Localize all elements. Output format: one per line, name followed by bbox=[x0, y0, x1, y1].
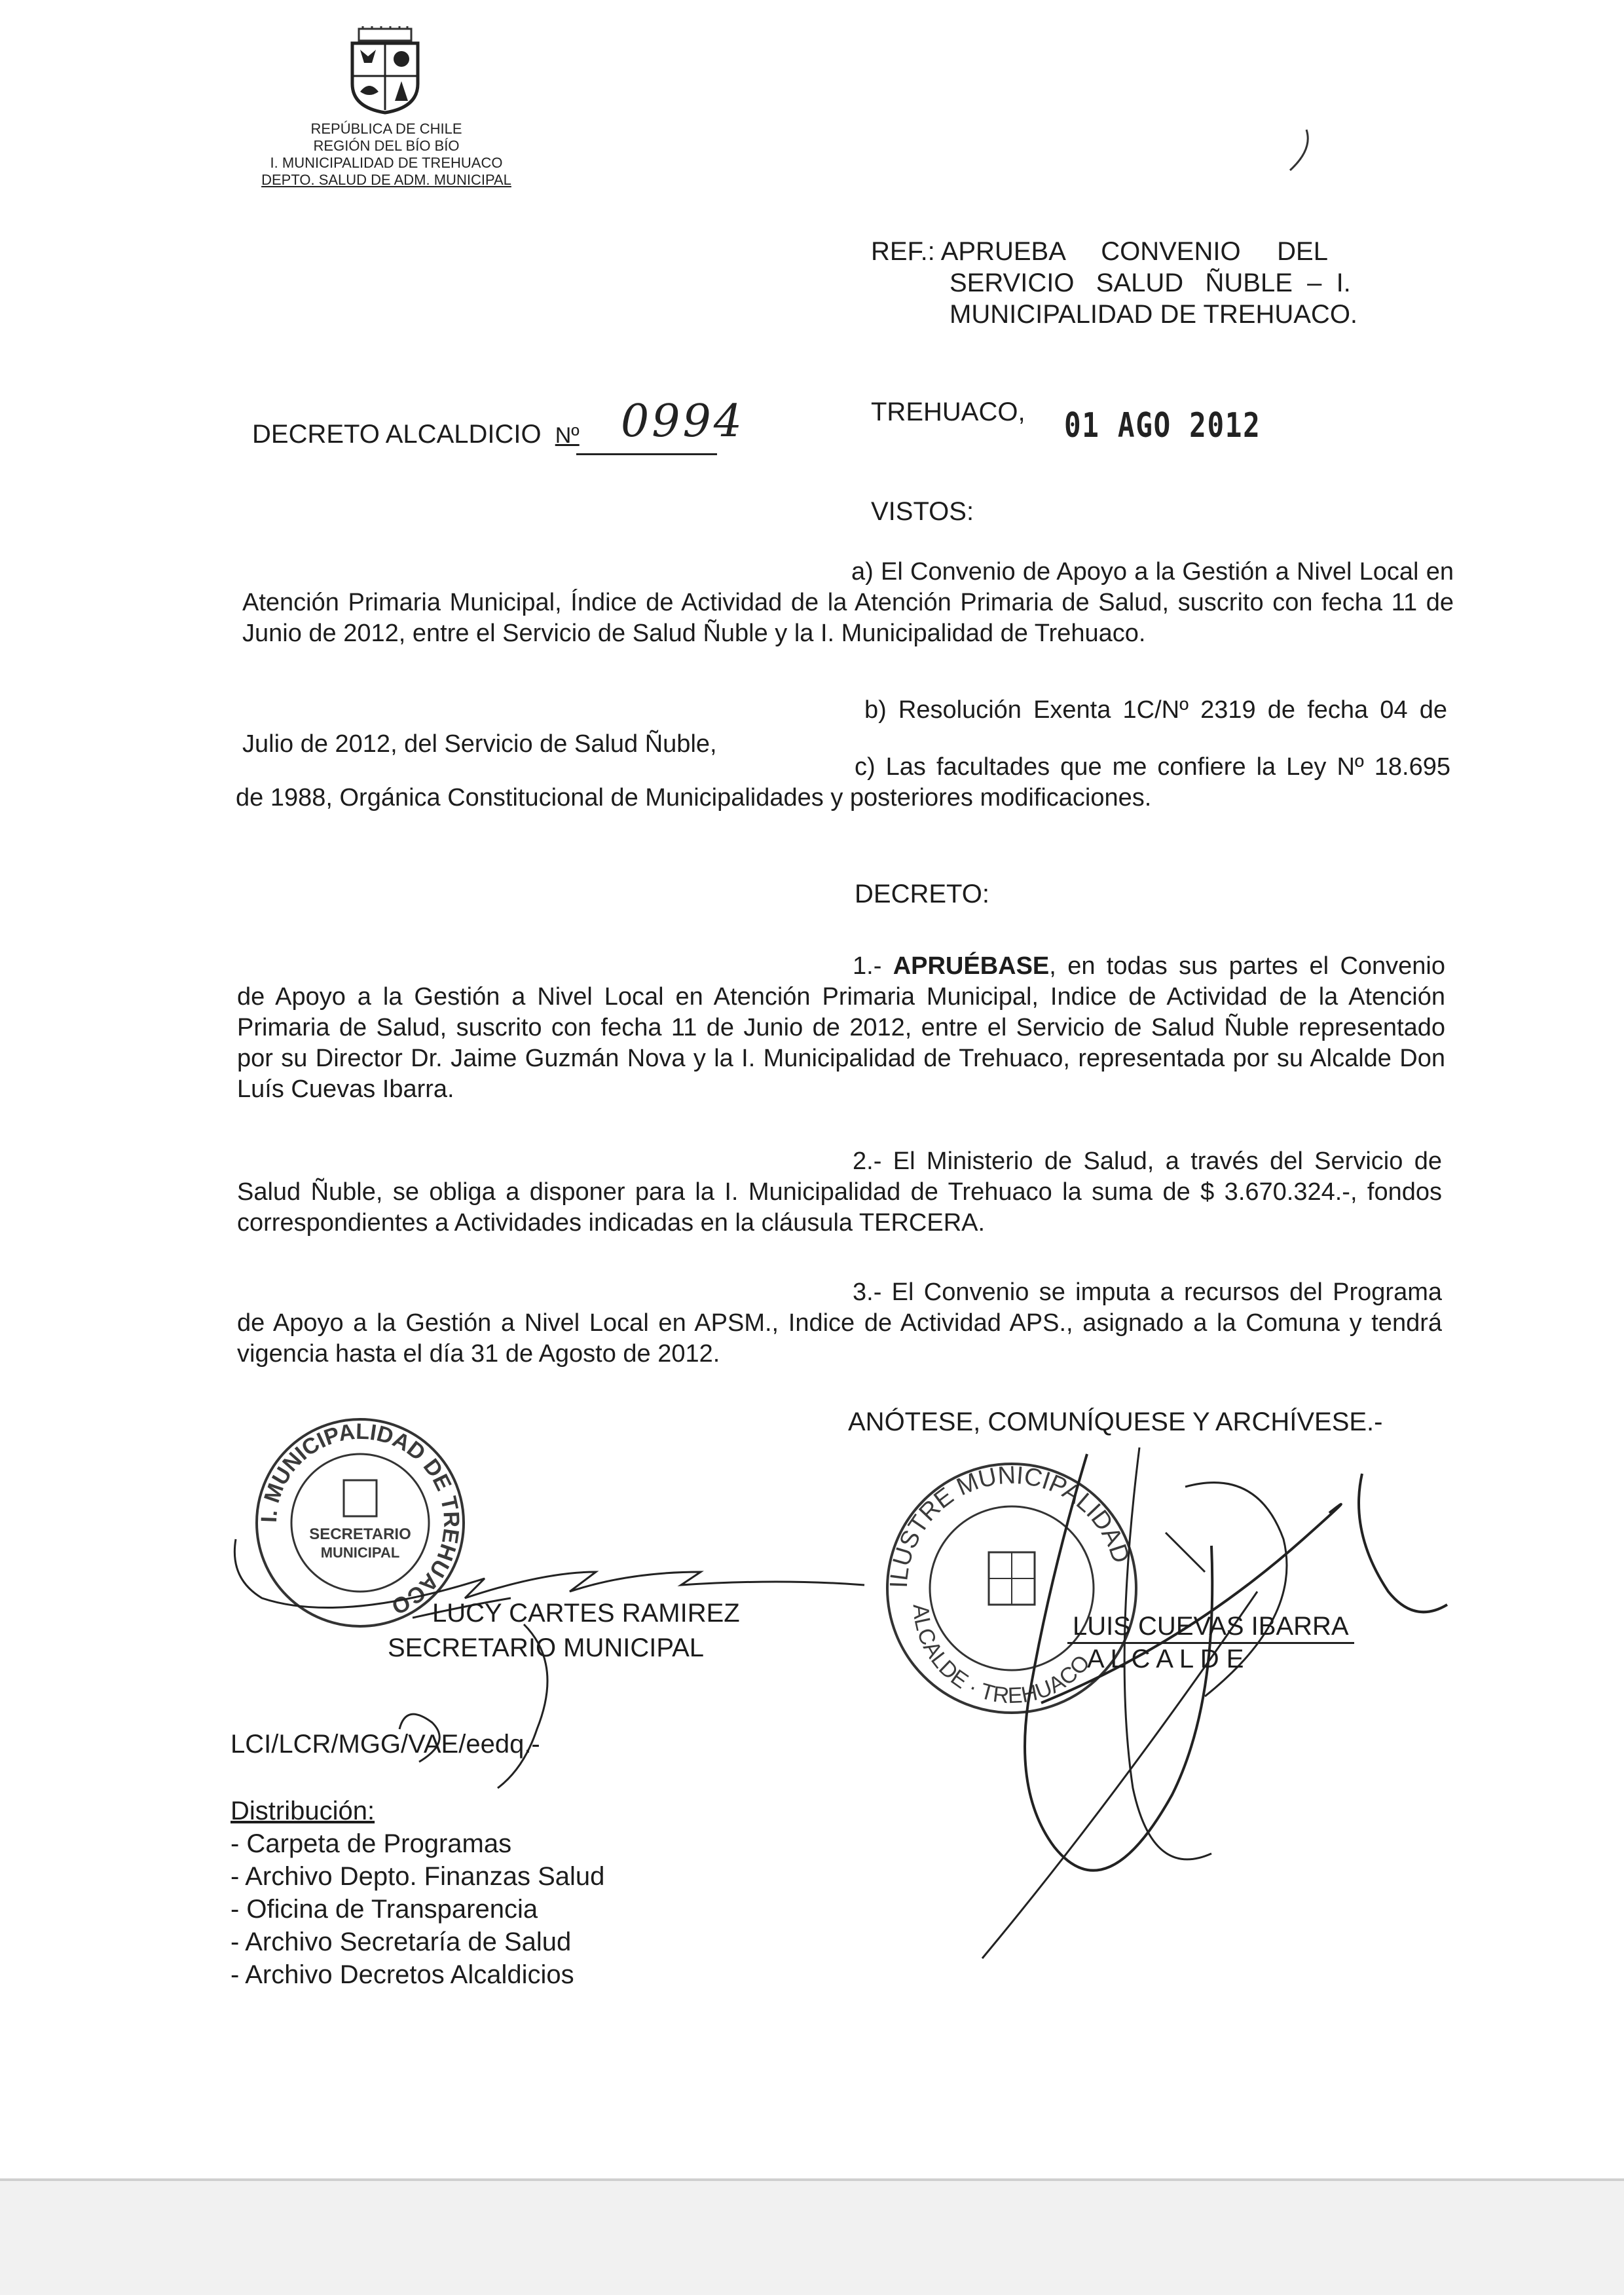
mayor-name: LUIS CUEVAS IBARRA bbox=[1067, 1611, 1354, 1644]
decree-date-stamp: 01 AGO 2012 bbox=[1064, 406, 1261, 445]
article-1-text: , en todas sus partes el Convenio de Apoyo a la Gestión a Nivel Local en Atención Primaria Municipal, Indice de Actividad de la Atención Primaria de Salud, suscrito con fecha 11 de Junio de 2012, entre el Servicio de Salud Ñuble representado por su Director Dr. Jaime Guzmán Nova y la I. Municipalidad de Trehuaco, representada por su Alcalde Don Luís Cuevas Ibarra. bbox=[237, 952, 1445, 1103]
distribution-item: - Archivo Secretaría de Salud bbox=[231, 1928, 572, 1956]
decree-underline bbox=[576, 453, 717, 455]
letterhead-department: DEPTO. SALUD DE ADM. MUNICIPAL bbox=[261, 172, 511, 188]
reference-block bbox=[871, 236, 1408, 330]
vistos-a: a) El Convenio de Apoyo a la Gestión a Nivel Local en Atención Primaria Municipal, Índice de Actividad de la Atención Primaria de Salud, suscrito con fecha 11 de Junio de 2012, entre el Servicio de Salud Ñuble y la I. Municipalidad de Trehuaco. bbox=[242, 558, 1454, 647]
vistos-b: b) Resolución Exenta 1C/Nº 2319 de fecha 04 de Julio de 2012, del Servicio de Salud Ñuble, bbox=[242, 696, 1447, 758]
secretary-name: LUCY CARTES RAMIREZ bbox=[432, 1599, 740, 1628]
reference-line-3: MUNICIPALIDAD DE TREHUACO. bbox=[950, 300, 1358, 329]
distribution-list bbox=[231, 1795, 604, 1991]
distribution-item: - Archivo Depto. Finanzas Salud bbox=[231, 1862, 605, 1891]
distribution-item: - Archivo Decretos Alcaldicios bbox=[231, 1960, 574, 1989]
reference-line-1: REF.: APRUEBA CONVENIO DEL bbox=[871, 237, 1328, 266]
scan-bottom-margin bbox=[0, 2181, 1624, 2295]
article-1-approval: APRUÉBASE bbox=[893, 952, 1050, 980]
decreto-article-2: 2.- El Ministerio de Salud, a través del Servicio de Salud Ñuble, se obliga a disponer para la I. Municipalidad de Trehuaco la suma de $ 3.670.324.-, fondos correspondientes a Actividades indicadas en la cláusula TERCERA. bbox=[237, 1148, 1442, 1237]
closing-formula: ANÓTESE, COMUNÍQUESE Y ARCHÍVESE.- bbox=[848, 1408, 1383, 1436]
vistos-title: VISTOS: bbox=[871, 497, 974, 526]
mayor-signature bbox=[969, 1434, 1467, 1985]
distribution-item: - Oficina de Transparencia bbox=[231, 1895, 538, 1924]
decree-label: DECRETO ALCALDICIO bbox=[252, 420, 542, 449]
distribution-item: - Carpeta de Programas bbox=[231, 1829, 512, 1858]
article-1-number: 1.- bbox=[853, 952, 893, 980]
decree-number: 0994 bbox=[621, 396, 745, 447]
decree-title bbox=[252, 419, 580, 451]
secretary-title: SECRETARIO MUNICIPAL bbox=[388, 1633, 705, 1662]
letterhead bbox=[236, 121, 537, 189]
pen-mark bbox=[1277, 124, 1316, 180]
secretary-signature bbox=[223, 1526, 877, 1801]
reference-initials: LCI/LCR/MGG/VAE/eedq.- bbox=[231, 1730, 540, 1759]
mayor-title: A L C A L D E bbox=[1087, 1645, 1244, 1673]
letterhead-country: REPÚBLICA DE CHILE bbox=[310, 121, 462, 137]
decree-place: TREHUACO, bbox=[871, 398, 1025, 426]
secretary-seal-center-2: MUNICIPAL bbox=[320, 1544, 400, 1561]
decreto-article-3: 3.- El Convenio se imputa a recursos del Programa de Apoyo a la Gestión a Nivel Local en APSM., Indice de Actividad APS., asignado a la Comuna y tendrá vigencia hasta el día 31 de Agosto de 2012. bbox=[237, 1278, 1442, 1368]
decreto-title: DECRETO: bbox=[855, 880, 989, 908]
letterhead-region: REGIÓN DEL BÍO BÍO bbox=[313, 138, 460, 154]
mayor-seal-ring-bottom: ALCALDE · TREHUACO bbox=[908, 1603, 1096, 1709]
distribution-title: Distribución: bbox=[231, 1797, 375, 1825]
letterhead-municipality: I. MUNICIPALIDAD DE TREHUACO bbox=[270, 155, 503, 171]
reference-line-2: SERVICIO SALUD ÑUBLE – I. bbox=[950, 269, 1351, 297]
decreto-article-1 bbox=[237, 951, 1445, 1105]
decree-no-label: Nº bbox=[555, 423, 580, 448]
coat-of-arms-emblem bbox=[346, 26, 424, 115]
vistos-c: c) Las facultades que me confiere la Ley Nº 18.695 de 1988, Orgánica Constitucional de Municipalidades y posteriores modificaciones. bbox=[236, 753, 1450, 812]
secretary-seal-ring-text: I. MUNICIPALIDAD DE TREHUACO bbox=[256, 1419, 464, 1620]
mayor-seal-ring-top: ILUSTRE MUNICIPALIDAD bbox=[885, 1461, 1135, 1589]
secretary-seal-center-1: SECRETARIO bbox=[309, 1525, 411, 1543]
